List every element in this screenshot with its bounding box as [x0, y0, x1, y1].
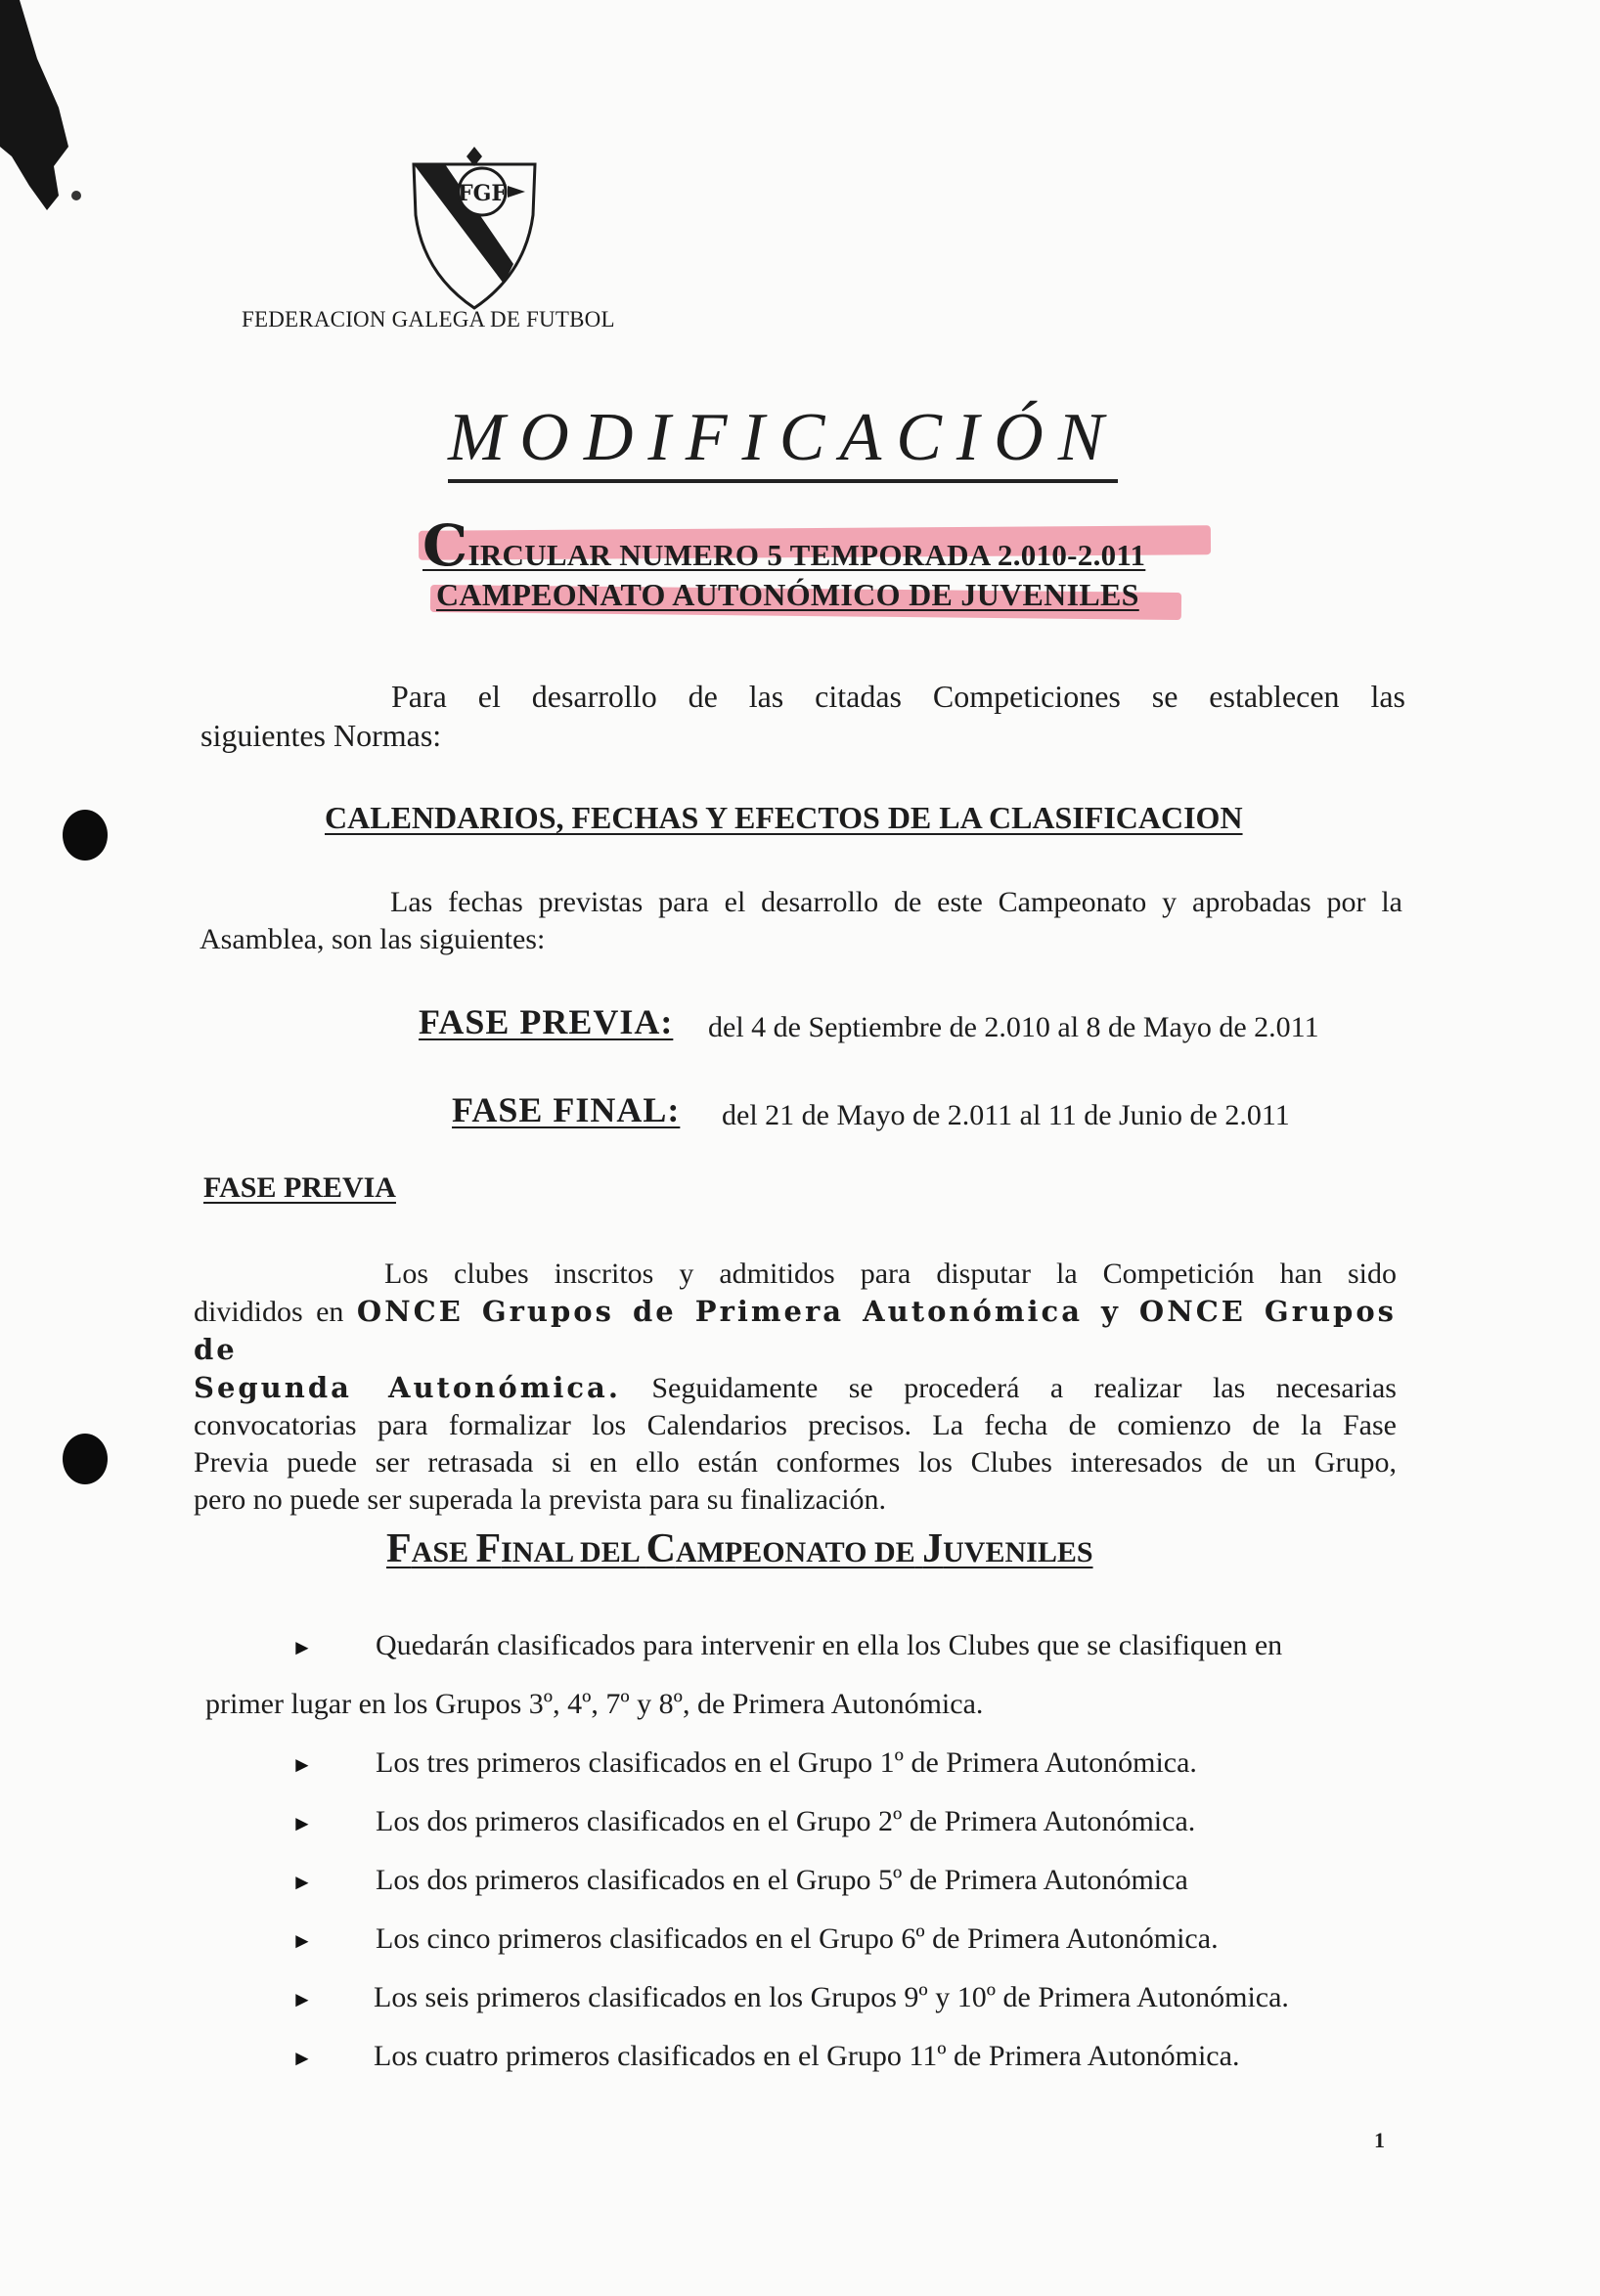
fh-rest-1: ASE [411, 1536, 469, 1568]
final-item-4: Los dos primeros clasificados en el Grupo 5º de Primera Autonómica [376, 1864, 1188, 1896]
final-item-1-line-2: primer lugar en los Grupos 3º, 4º, 7º y 8º, de Primera Autonómica. [205, 1688, 984, 1720]
calendar-heading: CALENDARIOS, FECHAS Y EFECTOS DE LA CLASIFICACION [325, 800, 1243, 835]
final-item-2: Los tres primeros clasificados en el Grupo 1º de Primera Autonómica. [376, 1746, 1197, 1779]
fh-rest-3: AMPEONATO DE [675, 1536, 915, 1568]
previa-line-4: convocatorias para formalizar los Calendarios precisos. La fecha de comienzo de la Fase [194, 1409, 1397, 1441]
previa-line-3 [194, 1369, 1397, 1407]
phase-previa-dates: del 4 de Septiembre de 2.010 al 8 de Mayo de 2.011 [708, 1011, 1319, 1043]
previa-groups-emphasis: ONCE Grupos de Primera Autonómica y ONCE Grupos de [194, 1295, 1397, 1366]
previa-line-3-end: Seguidamente se procederá a realizar las necesarias [651, 1372, 1397, 1404]
punch-hole-top [63, 810, 108, 861]
torn-corner-stain [0, 0, 88, 235]
intro-paragraph [200, 677, 1405, 755]
crest-monogram: FGF [457, 181, 508, 206]
calendar-intro-line-2: Asamblea, son las siguientes: [200, 923, 546, 955]
fase-previa-paragraph [194, 1256, 1397, 1519]
fh-rest-4: UVENILES [943, 1536, 1093, 1568]
fh-cap-3: C [645, 1526, 676, 1571]
championship-subtitle: CAMPEONATO AUTONÓMICO DE JUVENILES [436, 577, 1139, 612]
fh-rest-2: INAL DEL [501, 1536, 640, 1568]
fase-previa-heading: FASE PREVIA [203, 1171, 396, 1204]
document-title: MODIFICACIÓN [448, 399, 1118, 483]
bullet-arrow-icon: ► [291, 2046, 313, 2070]
calendar-intro-line-1: Las fechas previstas para el desarrollo de este Campeonato y aprobadas por la [390, 886, 1402, 918]
page-number: 1 [1374, 2128, 1385, 2152]
bullet-arrow-icon: ► [291, 1987, 313, 2011]
previa-line-1: Los clubes inscritos y admitidos para disputar la Competición han sido [384, 1258, 1397, 1290]
bullet-arrow-icon: ► [291, 1811, 313, 1835]
federation-crest-logo [406, 147, 543, 313]
previa-line-5: Previa puede ser retrasada si en ello están conformes los Clubes interesados de un Grupo, [194, 1446, 1397, 1479]
fh-cap-4: J [922, 1526, 944, 1571]
circular-subtitle [422, 512, 1145, 579]
final-item-7: Los cuatro primeros clasificados en el Grupo 11º de Primera Autonómica. [374, 2040, 1240, 2072]
fh-cap-2: F [475, 1526, 502, 1571]
fh-cap-1: F [386, 1526, 412, 1571]
final-item-3: Los dos primeros clasificados en el Grupo 2º de Primera Autonómica. [376, 1805, 1196, 1837]
previa-line-2-start: divididos en [194, 1296, 344, 1328]
previa-line-6: pero no puede ser superada la prevista para su finalización. [194, 1483, 887, 1516]
bullet-arrow-icon: ► [291, 1870, 313, 1894]
punch-hole-bottom [63, 1434, 108, 1484]
organization-name: FEDERACION GALEGA DE FUTBOL [242, 307, 615, 331]
bullet-arrow-icon: ► [291, 1928, 313, 1953]
fase-final-heading [386, 1525, 1093, 1572]
final-item-6: Los seis primeros clasificados en los Grupos 9º y 10º de Primera Autonómica. [374, 1981, 1289, 2013]
phase-final-dates: del 21 de Mayo de 2.011 al 11 de Junio de 2.011 [722, 1099, 1290, 1131]
phase-previa-label: FASE PREVIA: [419, 1002, 674, 1041]
intro-line-2: siguientes Normas: [200, 718, 442, 753]
previa-line-2 [194, 1293, 1397, 1369]
final-item-1-line-1: Quedarán clasificados para intervenir en ella los Clubes que se clasifiquen en [376, 1629, 1283, 1661]
bullet-arrow-icon: ► [291, 1752, 313, 1777]
previa-segunda-emphasis: Segunda Autonómica. [194, 1371, 621, 1404]
bullet-arrow-icon: ► [291, 1635, 313, 1659]
subtitle-initial: C [422, 512, 468, 579]
intro-line-1: Para el desarrollo de las citadas Competiciones se establecen las [391, 679, 1405, 714]
calendar-intro-paragraph [200, 884, 1402, 958]
final-item-5: Los cinco primeros clasificados en el Grupo 6º de Primera Autonómica. [376, 1922, 1219, 1955]
subtitle-rest: IRCULAR NUMERO 5 TEMPORADA 2.010-2.011 [467, 538, 1146, 572]
phase-final-label: FASE FINAL: [452, 1090, 681, 1129]
